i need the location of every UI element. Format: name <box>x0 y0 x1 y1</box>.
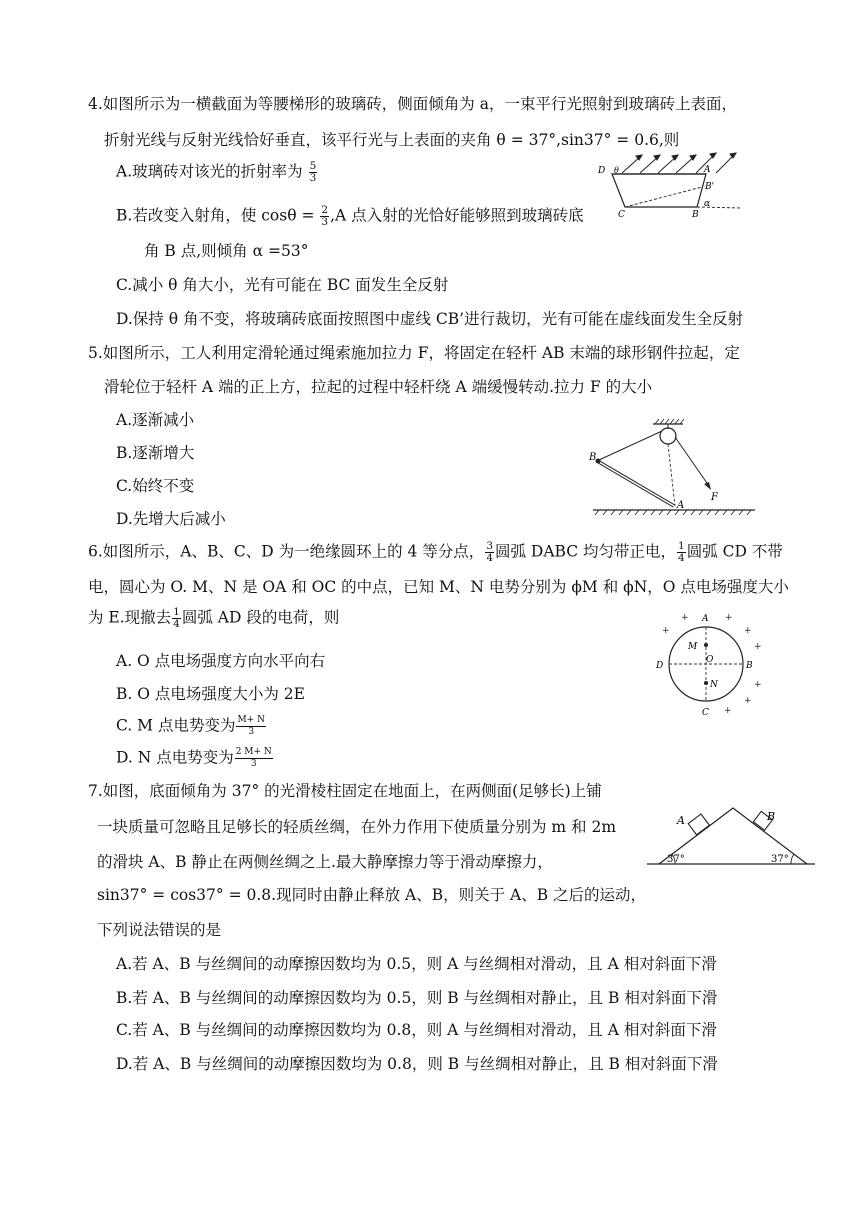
q4-label-Bprime: B' <box>705 182 715 192</box>
q6-stem-line1 <box>88 541 783 564</box>
q4-label-D: D <box>598 166 606 176</box>
q6-option-d-text: D. N 点电势变为 <box>116 748 234 767</box>
fraction-numerator: 1 <box>678 540 685 552</box>
q7-option-d: D.若 A、B 与丝绸间的动摩擦因数均为 0.8，则 B 与丝绸相对静止，且 B 相对斜面下滑 <box>116 1055 718 1073</box>
q6-stem-text-mid: 圆弧 DABC 均匀带正电， <box>495 542 677 561</box>
plus-sign: + <box>725 613 733 623</box>
q6-label-D: D <box>656 661 664 671</box>
plus-sign: + <box>744 626 752 636</box>
fraction-denominator: 3 <box>309 172 317 184</box>
fraction-numerator: 3 <box>486 540 493 552</box>
q5-stem-line1: 5.如图所示，工人利用定滑轮通过绳索施加拉力 F，将固定在轻杆 AB 末端的球形钢件拉起，定 <box>88 344 740 362</box>
q5-label-A: A <box>677 500 685 511</box>
fraction-denominator: 4 <box>486 552 493 564</box>
q5-label-B: B <box>589 452 597 463</box>
q6-option-c-fraction <box>236 715 266 738</box>
q6-fraction-1-4 <box>677 541 686 564</box>
plus-sign: + <box>754 642 762 652</box>
fraction-denominator: 3 <box>248 727 255 737</box>
q5-option-d: D.先增大后减小 <box>116 510 226 528</box>
q4-option-b-fraction <box>320 205 329 228</box>
fraction-numerator: 2 <box>321 204 329 216</box>
q7-option-a: A.若 A、B 与丝绸间的动摩擦因数均为 0.5，则 A 与丝绸相对滑动，且 A 相对斜面下滑 <box>116 955 717 973</box>
fraction-denominator: 3 <box>321 216 329 228</box>
fraction-numerator: 1 <box>173 606 180 618</box>
q6-stem-text: 6.如图所示，A、B、C、D 为一绝缘圆环上的 4 等分点， <box>88 542 485 561</box>
q6-stem-text-post: 圆弧 CD 不带 <box>686 542 783 561</box>
q6-ring-figure <box>648 607 768 725</box>
plus-sign: + <box>754 680 762 690</box>
q7-option-b: B.若 A、B 与丝绸间的动摩擦因数均为 0.5，则 B 与丝绸相对静止，且 B 相对斜面下滑 <box>116 989 718 1007</box>
q6-stem-line2: 电，圆心为 O. M、N 是 OA 和 OC 的中点，已知 M、N 电势分别为 ϕM 和 ϕN，O 点电场强度大小 <box>88 578 789 596</box>
q7-stem-line1: 7.如图，底面倾角为 37° 的光滑棱柱固定在地面上，在两侧面(足够长)上铺 <box>88 782 602 800</box>
q6-option-a: A. O 点电场强度方向水平向右 <box>116 652 326 670</box>
q7-angle-right-label: 37° <box>771 854 789 865</box>
q6-label-N: N <box>710 680 718 690</box>
plus-sign: + <box>724 706 732 716</box>
q4-option-a-fraction <box>309 161 318 184</box>
q6-option-c-text: C. M 点电势变为 <box>116 716 236 735</box>
q5-option-b: B.逐渐增大 <box>116 444 195 462</box>
plus-sign: + <box>681 613 689 623</box>
q6-stem-line3-post: 圆弧 AD 段的电荷，则 <box>181 608 340 627</box>
q4-stem-line1: 4.如图所示为一横截面为等腰梯形的玻璃砖，侧面倾角为 a，一束平行光照射到玻璃砖上表面， <box>88 95 737 113</box>
fraction-numerator: M+ N <box>237 715 265 725</box>
q4-stem-line2: 折射光线与反射光线恰好垂直，该平行光与上表面的夹角 θ = 37°,sin37° = 0.6,则 <box>104 131 680 149</box>
q7-stem-line3: 的滑块 A、B 静止在两侧丝绸之上.最大静摩擦力等于滑动摩擦力， <box>97 853 553 871</box>
q4-label-alpha: α <box>704 199 711 209</box>
q4-option-a-text: A.玻璃砖对该光的折射率为 <box>116 162 303 181</box>
q4-option-b-text-post: ,A 点入射的光恰好能够照到玻璃砖底 <box>330 206 584 225</box>
q4-label-B: B <box>692 210 699 220</box>
q7-stem-line4: sin37° = cos37° = 0.8.现同时由静止释放 A、B，则关于 A、B 之后的运动， <box>97 886 647 904</box>
q5-label-F: F <box>711 492 718 503</box>
q6-option-d <box>116 747 274 770</box>
q4-option-d: D.保持 θ 角不变，将玻璃砖底面按照图中虚线 CB’进行裁切，光有可能在虚线面发生全反射 <box>116 310 744 328</box>
fraction-numerator: 2 M+ N <box>235 747 272 757</box>
q6-fraction-3-4 <box>485 541 494 564</box>
q7-prism-figure <box>645 800 820 870</box>
q6-fraction-1-4-b <box>172 607 181 630</box>
q4-option-b-line2: 角 B 点,则倾角 α =53° <box>144 242 309 260</box>
q5-stem-line2: 滑轮位于轻杆 A 端的正上方，拉起的过程中轻杆绕 A 端缓慢转动.拉力 F 的大小 <box>104 378 653 396</box>
q4-label-theta: θ <box>614 166 619 175</box>
fraction-numerator: 5 <box>309 160 317 172</box>
q7-option-c: C.若 A、B 与丝绸间的动摩擦因数均为 0.8，则 A 与丝绸相对滑动，且 A 相对斜面下滑 <box>116 1021 717 1039</box>
q5-option-c: C.始终不变 <box>116 477 195 495</box>
q4-label-C: C <box>618 210 625 220</box>
fraction-denominator: 4 <box>173 618 180 630</box>
fraction-denominator: 3 <box>250 759 257 769</box>
fraction-denominator: 4 <box>678 552 685 564</box>
q6-option-d-fraction <box>235 747 273 770</box>
q4-option-b-text: B.若改变入射角，使 cosθ = <box>116 206 315 225</box>
q4-option-a <box>116 161 318 184</box>
q4-option-c: C.减小 θ 角大小，光有可能在 BC 面发生全反射 <box>116 276 449 294</box>
q4-trapezoid-figure <box>592 145 752 230</box>
q6-label-M: M <box>688 642 698 652</box>
q7-angle-left-label: 37° <box>667 854 685 865</box>
plus-sign: + <box>662 626 670 636</box>
q7-stem-line2: 一块质量可忽略且足够长的轻质丝绸，在外力作用下使质量分别为 m 和 2m <box>97 818 617 836</box>
q7-label-A: A <box>677 814 685 827</box>
q5-pulley-figure <box>585 418 765 520</box>
q6-option-b: B. O 点电场强度大小为 2E <box>116 685 305 703</box>
q6-stem-line3-text: 为 E.现撤去 <box>88 608 172 627</box>
q6-option-c <box>116 715 267 738</box>
q6-label-B: B <box>746 661 753 671</box>
q6-label-O: O <box>706 655 714 665</box>
q4-label-A: A <box>704 165 711 175</box>
q6-label-A: A <box>702 614 709 624</box>
q7-stem-line5: 下列说法错误的是 <box>97 921 222 939</box>
q6-stem-line3 <box>88 607 339 630</box>
q5-option-a: A.逐渐减小 <box>116 411 195 429</box>
q6-label-C: C <box>702 708 709 718</box>
q7-label-B: B <box>767 810 776 823</box>
q4-option-b <box>116 205 584 228</box>
plus-sign: + <box>744 696 752 706</box>
